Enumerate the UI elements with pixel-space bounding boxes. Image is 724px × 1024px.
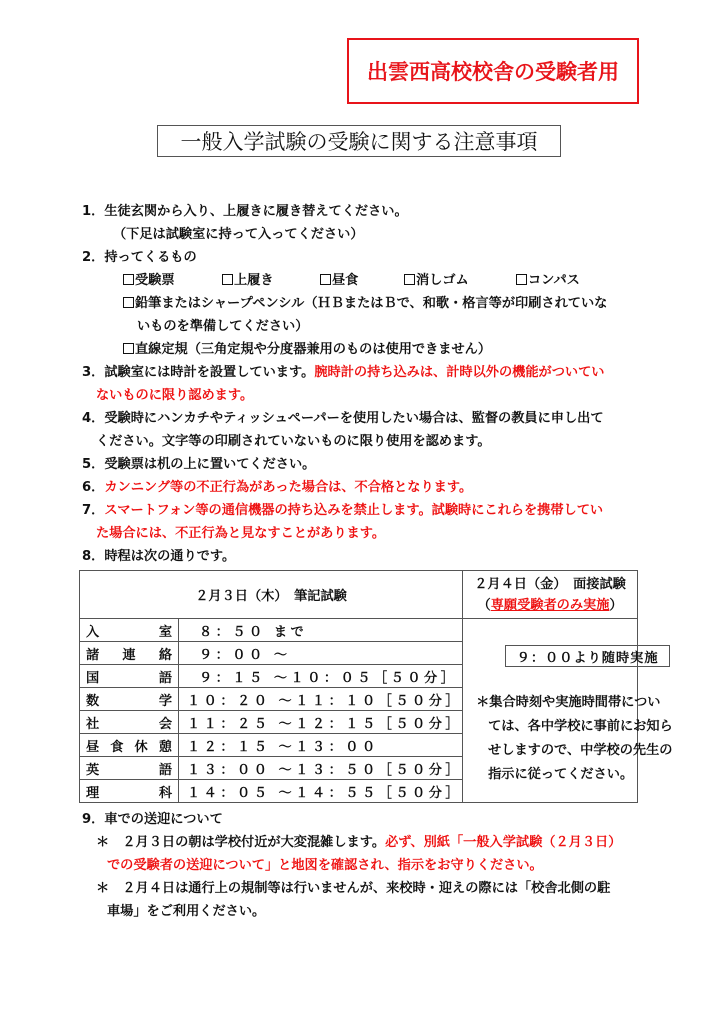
item-number: 2． (82, 250, 105, 265)
item-text: 受験票は机の上に置いてください。 (104, 457, 316, 472)
row-label: 国 語 (80, 665, 179, 688)
checkbox-icon (123, 274, 134, 285)
item-text: カンニング等の不正行為があった場合は、不合格となります。 (104, 480, 473, 495)
item-9-bullet-1: ＊ ２月３日の朝は学校付近が大変混雑します。必ず、別紙「一般入学試験（２月３日） (96, 835, 622, 850)
item-number: 3． (82, 365, 105, 380)
checkbox-icon (404, 274, 415, 285)
item-text: 生徒玄関から入り、上履きに履き替えてください。 (104, 204, 408, 219)
row-label: 入 室 (80, 619, 179, 642)
item-warning: 腕時計の持ち込みは、計時以外の機能がついてい (314, 365, 605, 380)
item-8 (82, 548, 235, 566)
day1-header: ２月３日（木） 筆記試験 (80, 571, 463, 619)
row-time: ８：５０ まで (179, 619, 463, 642)
item-number: 7． (82, 503, 105, 518)
audience-badge: 出雲西高校校舎の受験者用 (347, 38, 639, 104)
row-time: ９：００ ～ (179, 642, 463, 665)
row-time: １４：０５ ～１４：５５［５０分］ (179, 780, 463, 803)
item-3 (82, 364, 604, 382)
row-time: ９：１５ ～１０：０５［５０分］ (179, 665, 463, 688)
item-9 (82, 811, 223, 829)
item-4 (82, 410, 604, 428)
item-text: スマートフォン等の通信機器の持ち込みを禁止します。試験時にこれらを携帯してい (104, 503, 604, 518)
checklist-item: コンパス (516, 272, 580, 290)
item-number: 6． (82, 480, 105, 495)
item-2 (82, 249, 197, 267)
item-number: 4． (82, 411, 105, 426)
item-9-bullet-2-cont: 車場」をご利用ください。 (107, 904, 266, 919)
day2-header-note: 専願受験者のみ実施 (490, 597, 610, 613)
checklist-item: 受験票 (123, 272, 175, 290)
item-text: 試験室には時計を設置しています。 (104, 365, 315, 380)
item-3-cont: ないものに限り認めます。 (96, 388, 254, 403)
row-time: １２：１５ ～１３：００ (179, 734, 463, 757)
item-7-cont: た場合には、不正行為と見なすことがあります。 (96, 526, 386, 541)
schedule-table (79, 570, 673, 803)
row-time: １１：２５ ～１２：１５［５０分］ (179, 711, 463, 734)
checkbox-icon (320, 274, 331, 285)
checklist-item-pencil: 鉛筆またはシャープペンシル（ＨＢまたはＢで、和歌・格言等が印刷されていな (123, 295, 607, 313)
item-number: 5． (82, 457, 105, 472)
item-7 (82, 502, 603, 520)
checklist-item: 上履き (222, 272, 274, 290)
row-time: １０：２０ ～１１：１０［５０分］ (179, 688, 463, 711)
page-title: 一般入学試験の受験に関する注意事項 (157, 125, 561, 157)
item-text: 持ってくるもの (104, 250, 197, 265)
item-text: 車での送迎について (104, 812, 223, 827)
item-number: 1． (82, 204, 105, 219)
item-9-bullet-2: ＊ ２月４日は通行上の規制等は行いませんが、来校時・迎えの際には「校舎北側の駐 (96, 881, 611, 896)
checklist-item-ruler: 直線定規（三角定規や分度器兼用のものは使用できません） (123, 341, 491, 359)
item-5 (82, 456, 315, 474)
checkbox-icon (222, 274, 233, 285)
day2-header: ２月４日（金） 面接試験 （専願受験者のみ実施） (463, 571, 638, 619)
day2-time-box: ９：００より随時実施 (505, 645, 670, 667)
item-6 (82, 479, 472, 497)
row-label: 昼 食 休 憩 (80, 734, 179, 757)
item-4-cont: ください。文字等の印刷されていないものに限り使用を認めます。 (96, 434, 491, 449)
row-label: 諸 連 絡 (80, 642, 179, 665)
checklist-item: 消しゴム (404, 272, 469, 290)
table-row (80, 619, 638, 642)
item-number: 8． (82, 549, 105, 564)
table-header-row (80, 571, 638, 619)
item-1-sub: （下足は試験室に持って入ってください） (113, 227, 364, 242)
checkbox-icon (123, 343, 134, 354)
row-time: １３：００ ～１３：５０［５０分］ (179, 757, 463, 780)
item-text: 時程は次の通りです。 (104, 549, 236, 564)
item-1 (82, 203, 408, 221)
item-number: 9． (82, 812, 105, 827)
day2-note: ＊集合時刻や実施時間帯につい ては、各中学校に事前にお知ら せしますので、中学校の先生の 指示に従ってください。 (476, 695, 673, 782)
item-text: 受験時にハンカチやティッシュペーパーを使用したい場合は、監督の教員に申し出て (104, 411, 604, 426)
row-label: 社 会 (80, 711, 179, 734)
day2-cell (463, 619, 673, 803)
item-9-bullet-1-cont: での受験者の送迎について」と地図を確認され、指示をお守りください。 (107, 858, 543, 873)
row-label: 理 科 (80, 780, 179, 803)
row-label: 英 語 (80, 757, 179, 780)
checkbox-icon (516, 274, 527, 285)
row-label: 数 学 (80, 688, 179, 711)
checkbox-icon (123, 297, 134, 308)
checklist-item-pencil-cont: いものを準備してください） (137, 319, 309, 334)
checklist-item: 昼食 (320, 272, 358, 290)
